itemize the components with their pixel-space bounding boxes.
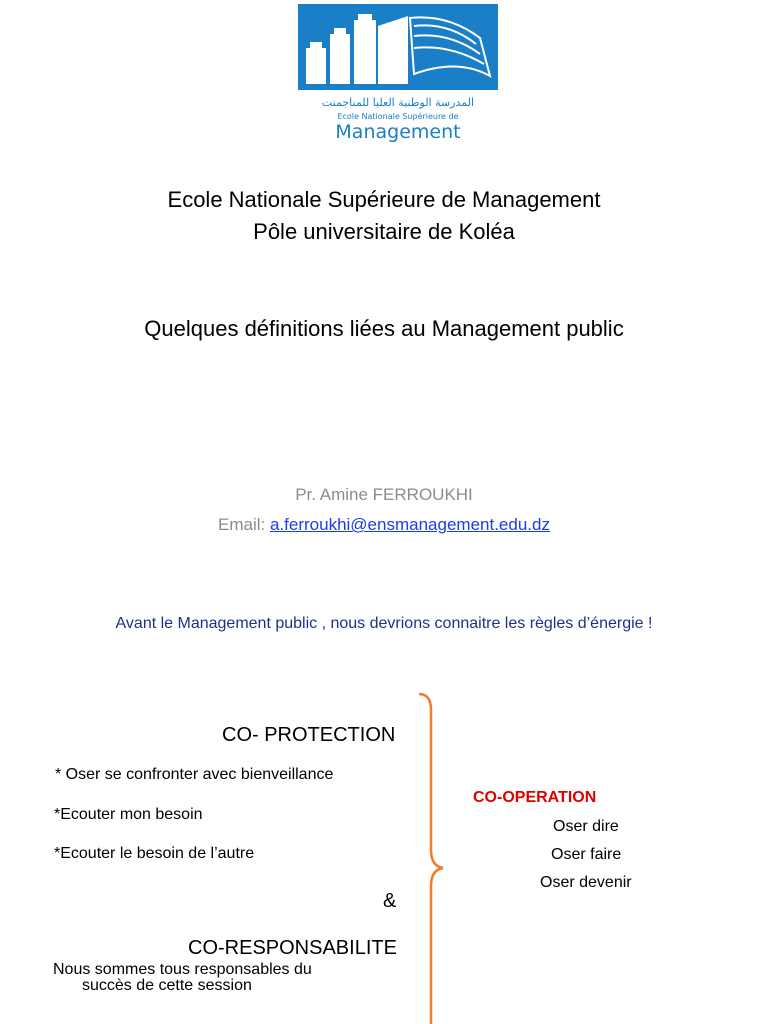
responsability-text-line2: succès de cette session: [82, 977, 252, 994]
logo-arabic-text: المدرسة الوطنية العليا للمناجمنت: [321, 96, 475, 109]
curly-brace-icon: [405, 690, 445, 1024]
ampersand: &: [383, 890, 397, 912]
energy-rules-notice: Avant le Management public , nous devrions connaitre les règles d’énergie !: [115, 615, 653, 632]
co-responsabilite-title: CO-RESPONSABILITE: [188, 937, 397, 959]
protection-item: *Ecouter mon besoin: [54, 806, 203, 823]
author-email-line: [0, 510, 768, 540]
cooperation-item: Oser devenir: [540, 874, 632, 891]
page-title: Quelques définitions liées au Management public: [144, 316, 624, 341]
email-label: Email:: [218, 515, 266, 534]
co-protection-title: CO- PROTECTION: [222, 724, 396, 746]
protection-item: * Oser se confronter avec bienveillance: [55, 766, 334, 783]
logo-french-text: Ecole Nationale Supérieure de: [337, 112, 459, 121]
cooperation-item: Oser dire: [553, 818, 619, 835]
school-name: Ecole Nationale Supérieure de Management: [167, 187, 601, 212]
school-logo: [298, 4, 498, 144]
responsability-text-line1: Nous sommes tous responsables du: [53, 961, 312, 978]
cooperation-item: Oser faire: [551, 846, 622, 863]
co-operation-title: CO-OPERATION: [473, 789, 597, 806]
school-logo-graphic: [298, 4, 498, 144]
author-name: Pr. Amine FERROUKHI: [295, 485, 473, 504]
campus-name: Pôle universitaire de Koléa: [253, 219, 515, 244]
protection-item: *Ecouter le besoin de l’autre: [54, 845, 255, 862]
logo-management-word: Management: [335, 121, 461, 143]
email-link[interactable]: a.ferroukhi@ensmanagement.edu.dz: [269, 515, 550, 534]
